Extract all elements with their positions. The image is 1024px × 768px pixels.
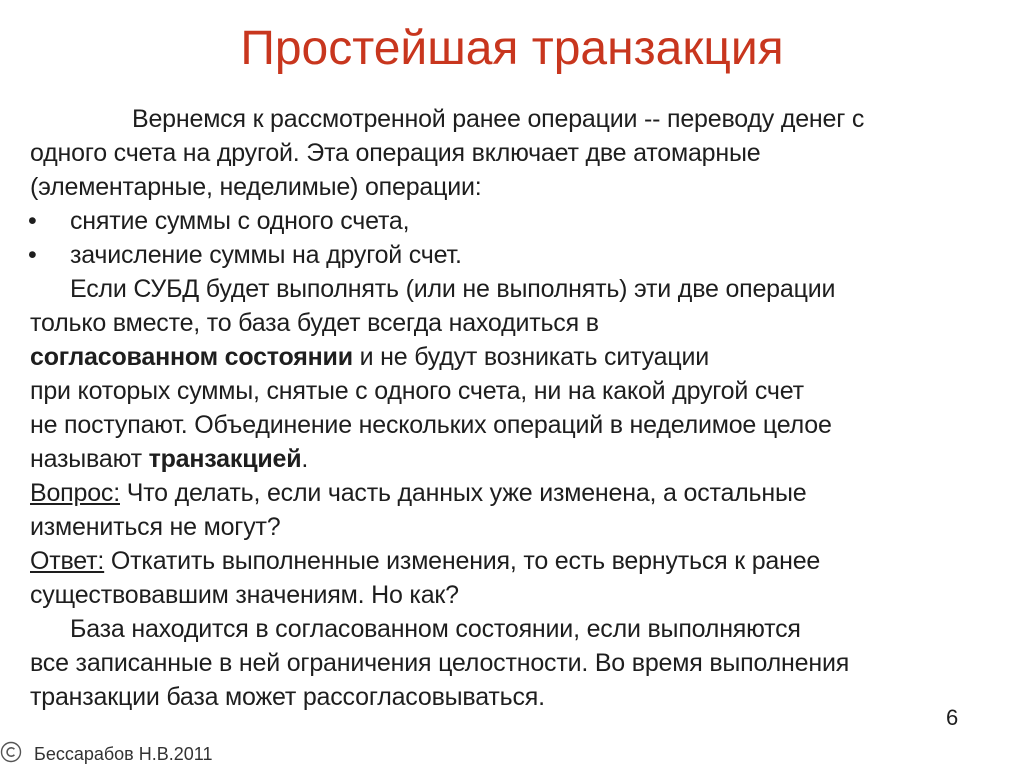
paragraph2-line3 (30, 340, 709, 374)
paragraph1-line1: Вернемся к рассмотренной ранее операции -- переводу денег с (132, 105, 865, 133)
paragraph2-line5: не поступают. Объединение нескольких операций в неделимое целое (30, 411, 832, 439)
paragraph2-line6-post: . (301, 445, 309, 473)
bullet-marker: • (28, 207, 37, 235)
paragraph2-line3-rest: и не будут возникать ситуации (352, 343, 710, 371)
paragraph3-line3: транзакции база может рассогласовываться. (30, 683, 545, 711)
footer-author: Бессарабов Н.В.2011 (34, 744, 213, 764)
footer (0, 740, 212, 768)
bullet-marker: • (28, 241, 37, 269)
paragraph2-line1: Если СУБД будет выполнять (или не выполнять) эти две операции (70, 275, 836, 303)
question-text: Что делать, если часть данных уже изменена, а остальные (119, 479, 807, 507)
bold-term-consistent-state: согласованном состоянии (30, 343, 353, 371)
paragraph1-line2: одного счета на другой. Эта операция включает две атомарные (30, 139, 761, 167)
paragraph1-line3: (элементарные, неделимые) операции: (30, 173, 482, 201)
paragraph3-line1: База находится в согласованном состоянии, если выполняются (70, 615, 801, 643)
paragraph2-line6-pre: называют (30, 445, 149, 473)
bold-term-transaction: транзакцией (148, 445, 302, 473)
paragraph2-line2: только вместе, то база будет всегда находиться в (30, 309, 599, 337)
question-label: Вопрос: (30, 479, 120, 507)
page-number: 6 (946, 705, 959, 730)
question-line2: измениться не могут? (30, 513, 281, 541)
copyright-icon (0, 741, 22, 763)
answer-line1 (30, 544, 820, 578)
answer-label: Ответ: (30, 547, 105, 575)
question-line1 (30, 476, 806, 510)
paragraph2-line6 (30, 442, 308, 476)
bullet-item: зачисление суммы на другой счет. (70, 241, 462, 269)
paragraph3-line2: все записанные в ней ограничения целостности. Во время выполнения (30, 649, 850, 677)
paragraph2-line4: при которых суммы, снятые с одного счета, ни на какой другой счет (30, 377, 804, 405)
slide-title: Простейшая транзакция (240, 22, 784, 75)
answer-text: Откатить выполненные изменения, то есть вернуться к ранее (104, 547, 821, 575)
answer-line2: существовавшим значениям. Но как? (30, 581, 459, 609)
bullet-item: снятие суммы с одного счета, (70, 207, 410, 235)
